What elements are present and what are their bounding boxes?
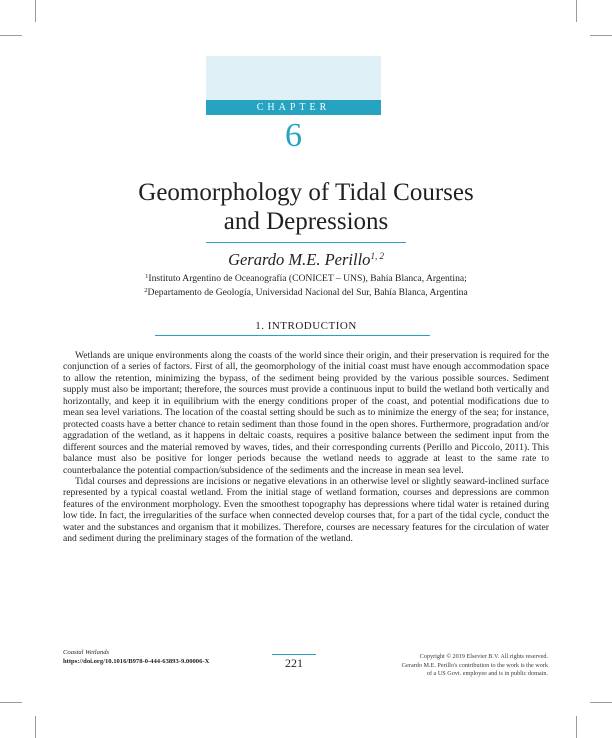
section-heading: 1. INTRODUCTION xyxy=(255,320,357,332)
chapter-number: 6 xyxy=(285,117,302,154)
title-divider xyxy=(206,242,406,243)
chapter-banner xyxy=(206,56,381,100)
page-number-divider xyxy=(272,654,316,655)
affiliation-text: Instituto Argentino de Oceanografía (CONICET – UNS), Bahía Blanca, Argentina; xyxy=(148,273,467,284)
affiliation-mark: 1 xyxy=(145,273,149,280)
crop-mark xyxy=(35,0,36,22)
chapter-title xyxy=(60,178,552,236)
page-number: 221 xyxy=(285,656,303,670)
paragraph: Wetlands are unique environments along the coasts of the world since their origin, and their preservation is required for the conjunction of a series of factors. First of all, the geomorphology of the initial coast must have enough accommodation space to allow the retention, minimizing the bypass, of the sediment being provided by the various possible sources. Sediment supply must also be important; therefore, the sources must provide a continuous input to build the wetland both vertically and horizontally, and keep it in equilibrium with the energy conditions proper of the coast, and potential modifications due to mean sea level variations. The location of the coastal setting should be such as to minimize the energy of the sea; for instance, protected coasts have a better chance to retain sediment than those found in the open shores. Furthermore, progradation and/or aggradation of the wetland, as it happens in deltaic coasts, requires a positive balance between the sediment input from the different sources and the material removed by waves, tides, and their corresponding currents (Perillo and Piccolo, 2011). This balance must also be positive for longer periods because the wetland needs to aggrade at least to the same rate to counterbalance the potential compaction/subsidence of the sediments and the increase in mean sea level. xyxy=(63,350,549,476)
copyright-line: of a US Govt. employee and is in public domain. xyxy=(426,670,548,677)
chapter-label: CHAPTER xyxy=(206,100,381,115)
crop-mark xyxy=(576,716,577,738)
affiliation-2 xyxy=(40,284,572,299)
author-name: Gerardo M.E. Perillo xyxy=(228,250,371,269)
copyright-line: Copyright © 2019 Elsevier B.V. All rights reserved. xyxy=(419,653,548,660)
crop-mark xyxy=(0,35,22,36)
affiliation-mark: 2 xyxy=(144,287,148,294)
section-divider xyxy=(155,335,430,336)
affiliation-1 xyxy=(40,270,572,285)
doi-link[interactable]: https://doi.org/10.1016/B978-0-444-63893-9.00006-X xyxy=(63,658,210,665)
chapter-title-line-1: Geomorphology of Tidal Courses xyxy=(138,179,474,206)
copyright-line: Gerardo M.E. Perillo's contribution to the work is the work xyxy=(401,661,548,669)
footer-citation xyxy=(63,648,263,666)
author-line xyxy=(60,246,552,270)
author-affiliation-marks: 1, 2 xyxy=(370,251,384,261)
crop-mark xyxy=(590,702,612,703)
affiliation-text: Departamento de Geología, Universidad Nacional del Sur, Bahía Blanca, Argentina xyxy=(147,287,468,298)
copyright-notice xyxy=(338,653,548,679)
body-text xyxy=(63,350,549,545)
crop-mark xyxy=(590,35,612,36)
crop-mark xyxy=(35,716,36,738)
crop-mark xyxy=(0,702,22,703)
paragraph: Tidal courses and depressions are incisions or negative elevations in an otherwise level or slightly seaward-inclined surface represented by a typical coastal wetland. From the initial stage of wetland formation, courses and depressions are common features of the environment morphology. Even the smoothest topography has depressions where tidal water is retained during low tide. In fact, the irregularities of the surface when connected develop courses that, for a part of the tidal cycle, conduct the water and the substances and organism that it mobilizes. Therefore, courses are necessary features for the circulation of water and sediment during the preliminary stages of the formation of the wetland. xyxy=(63,475,549,545)
chapter-title-line-2: and Depressions xyxy=(223,208,389,235)
journal-name: Coastal Wetlands xyxy=(63,649,110,656)
crop-mark xyxy=(576,0,577,22)
